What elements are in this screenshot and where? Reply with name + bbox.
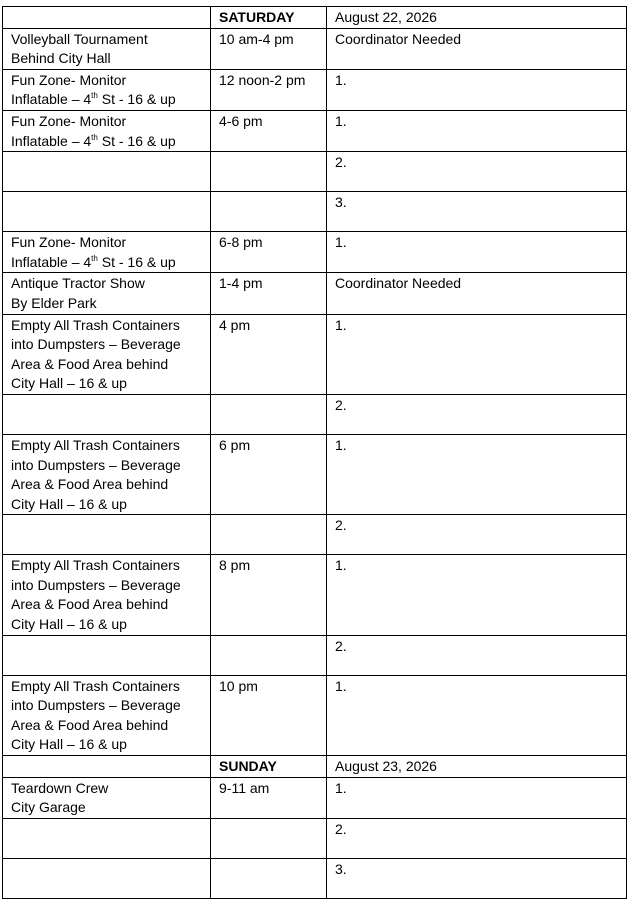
task-cell: Empty All Trash Containers into Dumpsters – Beverage Area & Food Area behind City Hall – 16 & up xyxy=(3,314,211,394)
table-row xyxy=(3,28,627,69)
task-text: St - 16 & up xyxy=(97,253,176,270)
table-row xyxy=(3,858,627,898)
time-cell: 10 am-4 pm xyxy=(211,28,327,69)
table-row xyxy=(3,555,627,635)
date-label: August 22, 2026 xyxy=(327,7,627,29)
task-cell xyxy=(3,152,211,192)
task-cell xyxy=(3,635,211,675)
slot-cell[interactable]: 2. xyxy=(327,635,627,675)
time-cell: 4 pm xyxy=(211,314,327,394)
slot-cell[interactable]: 2. xyxy=(327,394,627,434)
task-text: Fun Zone- Monitor Inflatable – 4 xyxy=(11,71,127,108)
day-label: SATURDAY xyxy=(211,7,327,29)
time-cell: 6 pm xyxy=(211,434,327,514)
slot-cell[interactable]: 1. xyxy=(327,110,627,151)
volunteer-schedule-table xyxy=(2,6,627,899)
day-header-row-saturday xyxy=(3,7,627,29)
table-row xyxy=(3,635,627,675)
task-cell: Empty All Trash Containers into Dumpsters – Beverage Area & Food Area behind City Hall – 16 & up xyxy=(3,675,211,755)
time-cell xyxy=(211,818,327,858)
time-cell xyxy=(211,394,327,434)
table-row xyxy=(3,152,627,192)
day-header-row-sunday xyxy=(3,756,627,778)
slot-cell[interactable]: 3. xyxy=(327,192,627,232)
time-cell xyxy=(211,152,327,192)
time-cell: 12 noon-2 pm xyxy=(211,69,327,110)
slot-cell[interactable]: 1. xyxy=(327,777,627,818)
task-cell: Empty All Trash Containers into Dumpsters – Beverage Area & Food Area behind City Hall – 16 & up xyxy=(3,434,211,514)
task-cell xyxy=(3,7,211,29)
table-row xyxy=(3,818,627,858)
slot-cell[interactable]: 2. xyxy=(327,818,627,858)
task-cell: Antique Tractor Show By Elder Park xyxy=(3,273,211,314)
ordinal-suffix: th xyxy=(91,132,98,142)
task-cell xyxy=(3,756,211,778)
table-row xyxy=(3,232,627,273)
task-cell: Teardown Crew City Garage xyxy=(3,777,211,818)
task-cell: Volleyball Tournament Behind City Hall xyxy=(3,28,211,69)
time-cell: 9-11 am xyxy=(211,777,327,818)
slot-cell[interactable]: Coordinator Needed xyxy=(327,273,627,314)
time-cell: 10 pm xyxy=(211,675,327,755)
slot-cell[interactable]: 3. xyxy=(327,858,627,898)
table-row xyxy=(3,192,627,232)
task-text: Fun Zone- Monitor Inflatable – 4 xyxy=(11,234,127,270)
slot-cell[interactable]: 1. xyxy=(327,555,627,635)
task-text: St - 16 & up xyxy=(97,91,176,108)
task-cell xyxy=(3,69,211,110)
table-row xyxy=(3,777,627,818)
slot-cell[interactable]: 1. xyxy=(327,314,627,394)
time-cell: 1-4 pm xyxy=(211,273,327,314)
table-row xyxy=(3,314,627,394)
table-row xyxy=(3,394,627,434)
table-row xyxy=(3,69,627,110)
slot-cell[interactable]: 1. xyxy=(327,434,627,514)
time-cell xyxy=(211,635,327,675)
ordinal-suffix: th xyxy=(91,91,98,101)
task-cell xyxy=(3,394,211,434)
table-row xyxy=(3,515,627,555)
slot-cell[interactable]: Coordinator Needed xyxy=(327,28,627,69)
slot-cell[interactable]: 1. xyxy=(327,232,627,273)
slot-cell[interactable]: 1. xyxy=(327,69,627,110)
task-cell xyxy=(3,110,211,151)
slot-cell[interactable]: 2. xyxy=(327,515,627,555)
task-cell xyxy=(3,818,211,858)
table-row xyxy=(3,273,627,314)
time-cell xyxy=(211,858,327,898)
slot-cell[interactable]: 2. xyxy=(327,152,627,192)
time-cell: 8 pm xyxy=(211,555,327,635)
task-cell xyxy=(3,515,211,555)
task-cell xyxy=(3,232,211,273)
date-label: August 23, 2026 xyxy=(327,756,627,778)
table-row xyxy=(3,110,627,151)
slot-cell[interactable]: 1. xyxy=(327,675,627,755)
time-cell: 4-6 pm xyxy=(211,110,327,151)
time-cell xyxy=(211,192,327,232)
task-cell xyxy=(3,192,211,232)
day-label: SUNDAY xyxy=(211,756,327,778)
task-text: Fun Zone- Monitor Inflatable – 4 xyxy=(11,112,127,149)
task-text: St - 16 & up xyxy=(97,132,176,149)
table-row xyxy=(3,675,627,755)
time-cell: 6-8 pm xyxy=(211,232,327,273)
task-cell xyxy=(3,858,211,898)
time-cell xyxy=(211,515,327,555)
table-row xyxy=(3,434,627,514)
ordinal-suffix: th xyxy=(91,253,98,263)
task-cell: Empty All Trash Containers into Dumpsters – Beverage Area & Food Area behind City Hall – 16 & up xyxy=(3,555,211,635)
